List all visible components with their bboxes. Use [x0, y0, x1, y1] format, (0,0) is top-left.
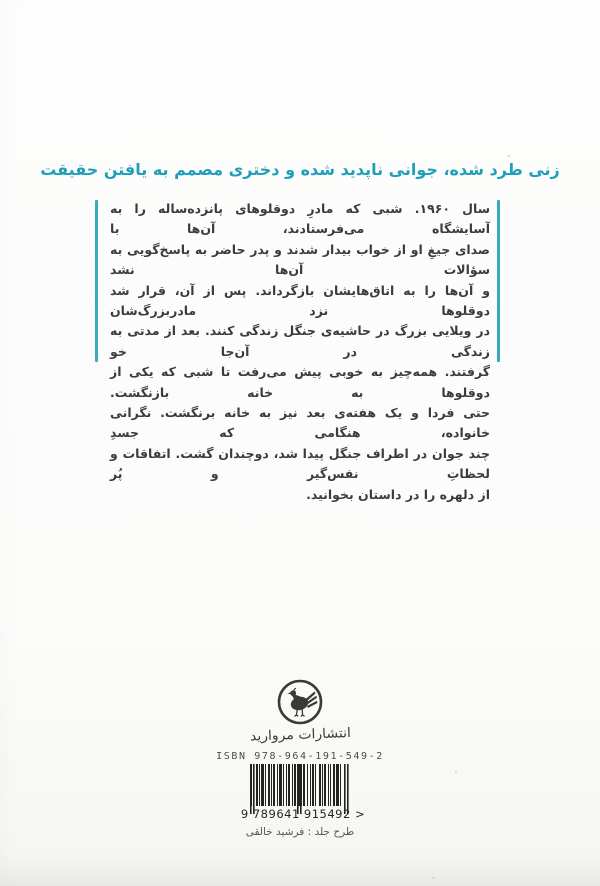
publisher-block: [0, 678, 600, 743]
morvarid-bird-logo: [276, 678, 324, 726]
synopsis-line: چند جوان در اطراف جنگل پیدا شد، دوچندان گشت. اتفاقات و لحظاتِ نفس‌گیر و پُر: [110, 445, 490, 482]
publisher-name-calligraphy: انتشارات مروارید: [249, 725, 351, 745]
scan-speck: [507, 155, 510, 157]
scan-speck: [432, 877, 435, 879]
right-accent-rule: [497, 200, 500, 362]
synopsis-line: از دلهره را در داستان بخوانید.: [306, 486, 490, 502]
synopsis-line: صدای جیغِ او از خواب بیدار شدند و پدر حاضر به پاسخ‌گویی به سؤالات آن‌ها نشد: [110, 241, 490, 278]
barcode-digits: 9 789641 915492 >: [240, 807, 366, 821]
scan-speck: [455, 770, 457, 773]
synopsis-line: سال ۱۹۶۰. شبی که مادرِ دوقلوهای پانزده‌ساله را به آسایشگاه می‌فرستادند، آن‌ها با: [110, 201, 490, 237]
synopsis-paragraph: [110, 199, 490, 505]
synopsis-line: و آن‌ها را به اتاق‌هایشان بازگرداند. پس از آن، قرار شد دوقلوها نزد مادربزرگ‌شان: [110, 282, 490, 319]
tagline-headline: زنی طرد شده، جوانی ناپدید شده و دختری مصمم به یافتن حقیقت: [40, 160, 560, 179]
isbn-label: ISBN 978-964-191-549-2: [216, 751, 384, 762]
synopsis-line: حتی فردا و یک هفته‌ی بعد نیز به خانه برنگشت. نگرانی خانواده، هنگامی که جسدِ: [110, 405, 490, 441]
cover-design-credit: طرح جلد : فرشید خالقی: [245, 826, 355, 838]
synopsis-line: در ویلایی بزرگ در حاشیه‌ی جنگل زندگی کنند. بعد از مدتی به زندگی در آن‌جا خو: [110, 323, 490, 359]
left-accent-rule: [95, 200, 98, 362]
synopsis-line: گرفتند. همه‌چیز به خوبی پیش می‌رفت تا شبی که یکی از دوقلوها به خانه بازنگشت.: [110, 364, 490, 400]
isbn-barcode: [240, 764, 366, 821]
